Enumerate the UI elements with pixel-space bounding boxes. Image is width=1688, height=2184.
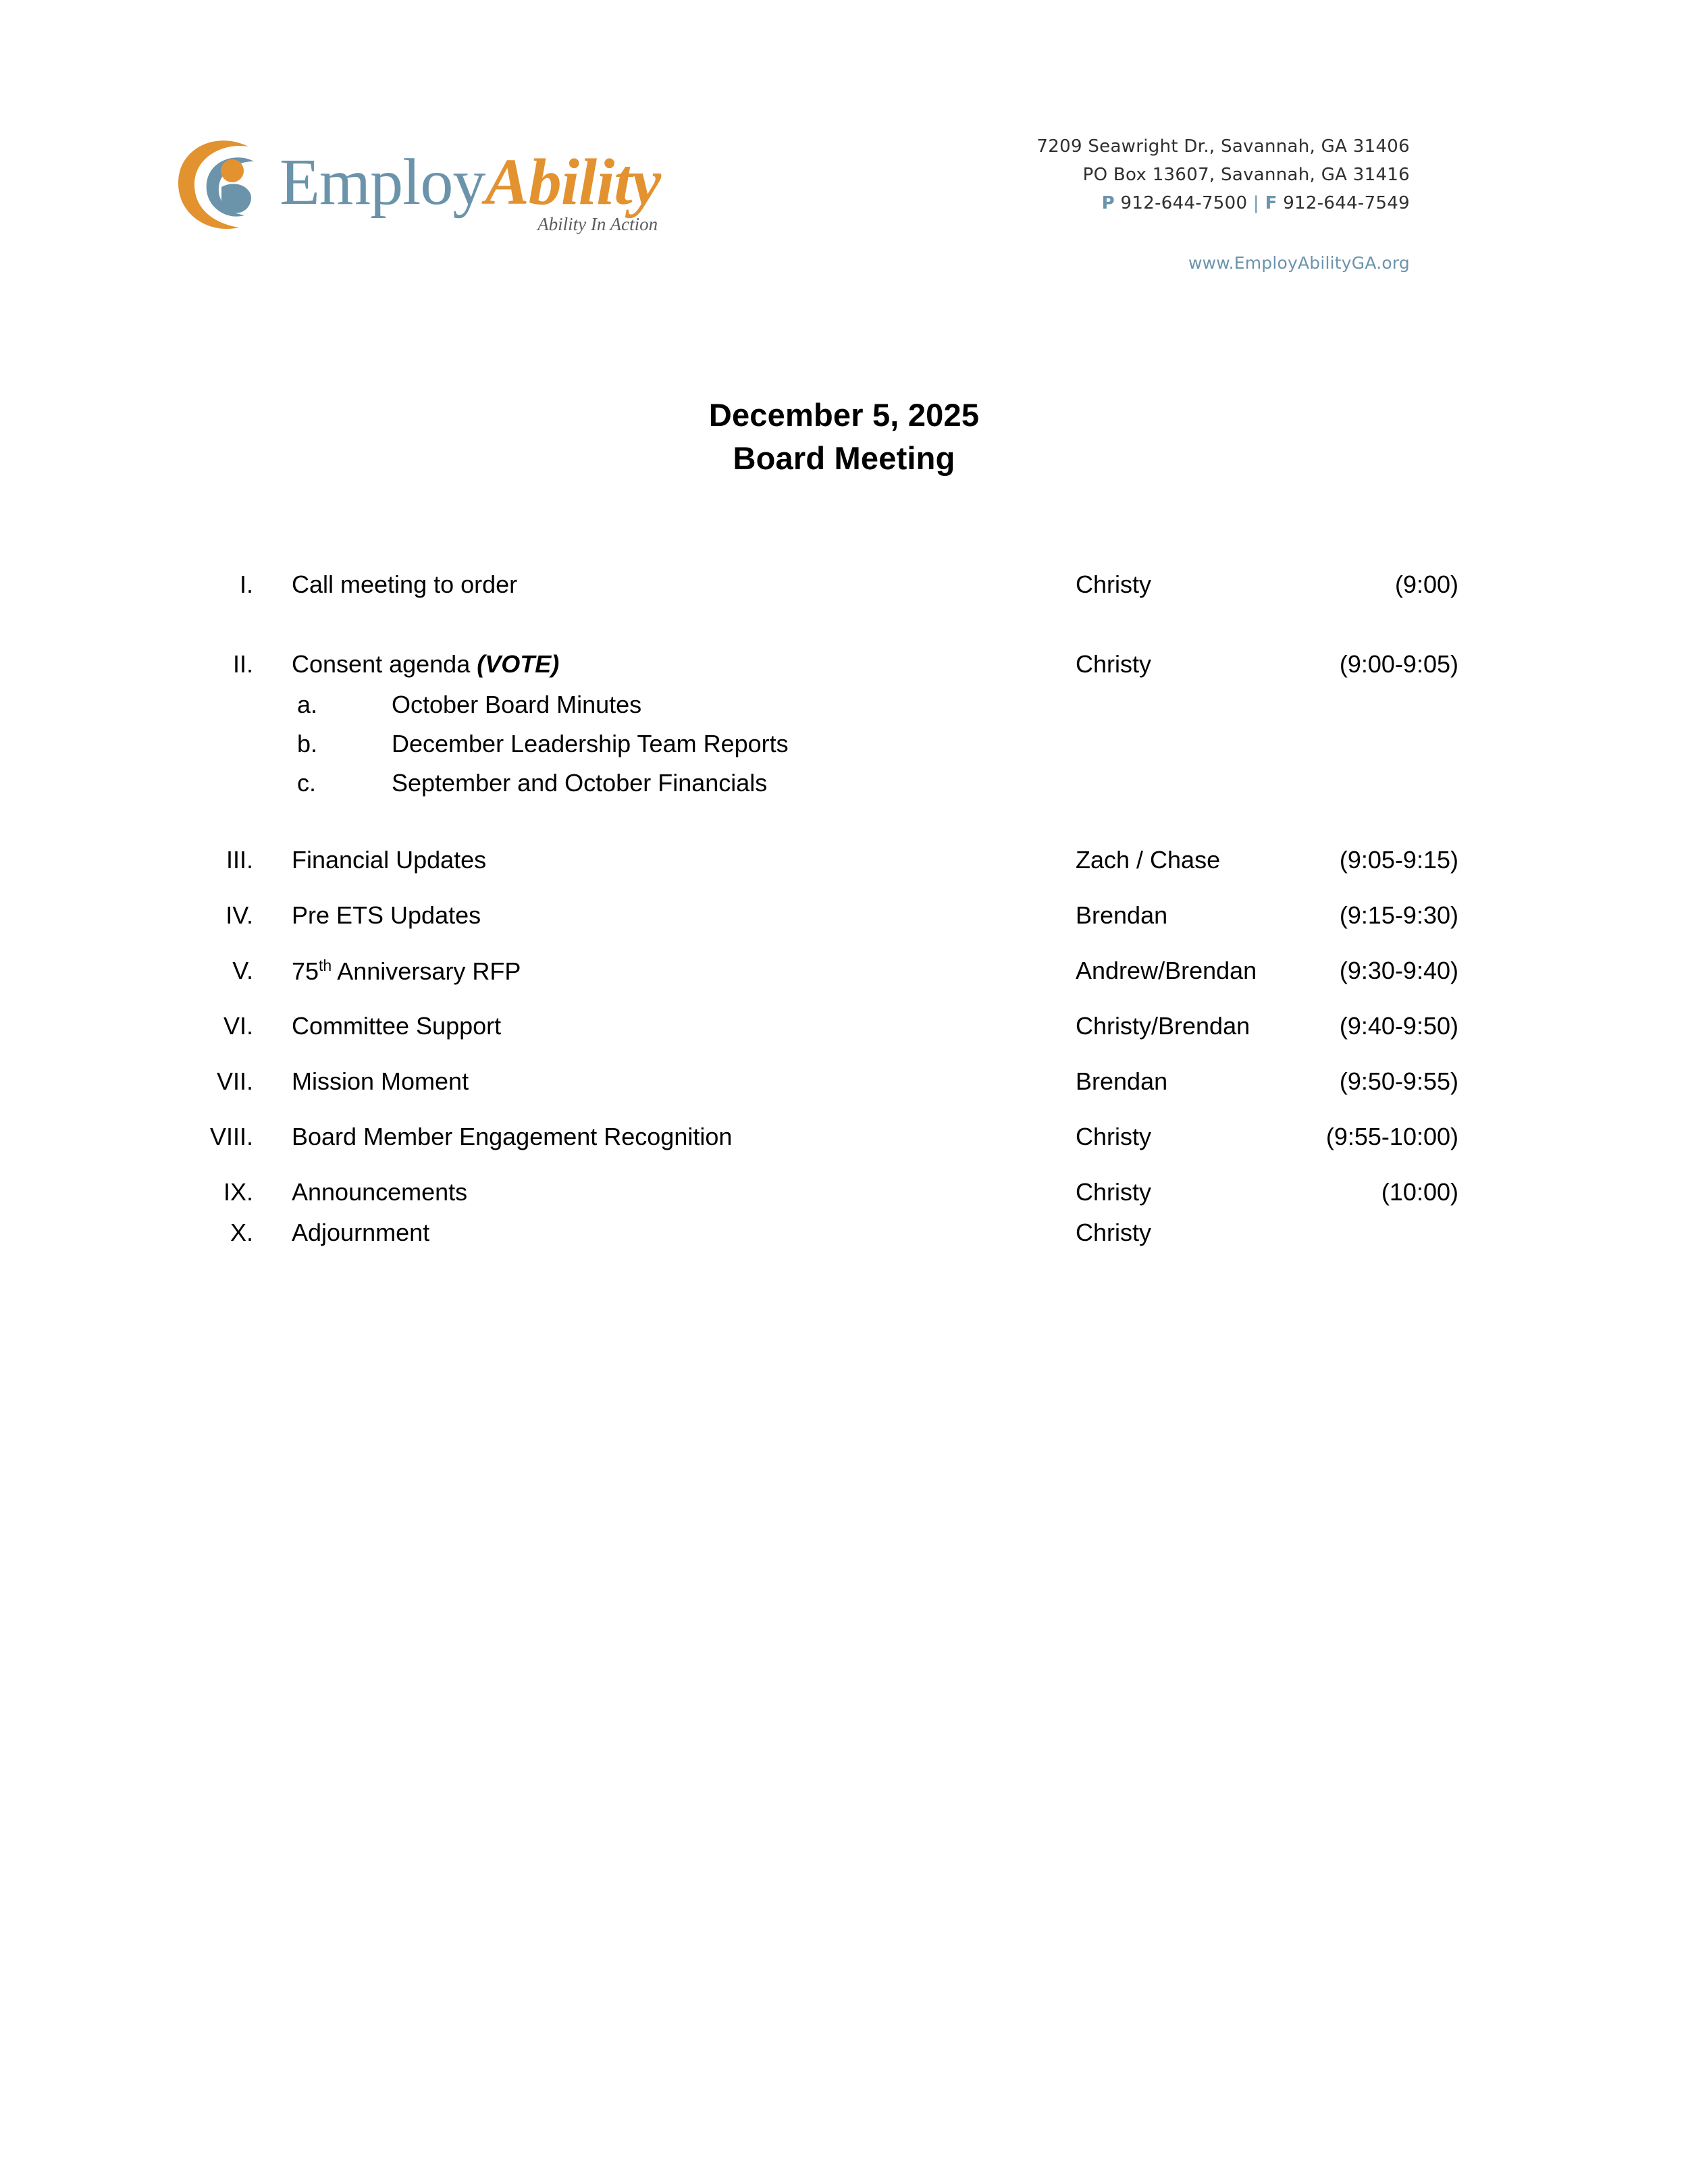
- agenda-item-text-rest: Anniversary RFP: [332, 957, 521, 985]
- agenda-item-label: Adjournment: [292, 1219, 430, 1246]
- agenda-item-number: II.: [232, 650, 253, 678]
- agenda-item-owner: Christy/Brendan: [1076, 1012, 1250, 1040]
- agenda-subitem: [0, 691, 1688, 730]
- agenda-item: [0, 1067, 1688, 1108]
- agenda-item-owner: Andrew/Brendan: [1076, 957, 1257, 984]
- agenda-item-number: I.: [239, 570, 253, 598]
- agenda-item-number: V.: [232, 957, 253, 984]
- logo-word-ability: Ability: [485, 146, 661, 219]
- agenda-subitem-letter: b.: [297, 730, 318, 757]
- agenda-item: [0, 1012, 1688, 1053]
- agenda-item-label: Board Member Engagement Recognition: [292, 1123, 733, 1150]
- agenda-subitem: [0, 769, 1688, 808]
- logo-word-employ: Employ: [280, 146, 485, 219]
- agenda-item-time: (9:50-9:55): [1339, 1067, 1458, 1095]
- agenda-item-time: (9:05-9:15): [1339, 846, 1458, 874]
- agenda-item-label: Committee Support: [292, 1012, 502, 1040]
- agenda-item-owner: Zach / Chase: [1076, 846, 1221, 874]
- spacer: [0, 611, 1688, 650]
- agenda-item-owner: Christy: [1076, 1123, 1152, 1150]
- fax-number: 912-644-7549: [1283, 193, 1410, 214]
- meeting-subject: Board Meeting: [733, 440, 955, 477]
- agenda-item-time: (9:00-9:05): [1339, 650, 1458, 678]
- agenda-item-number: VI.: [223, 1012, 253, 1040]
- agenda-subitem-letter: a.: [297, 691, 318, 718]
- phone-fax-line: [1036, 189, 1410, 217]
- agenda-item: [0, 1219, 1688, 1259]
- agenda-item-label: Announcements: [292, 1178, 468, 1206]
- agenda-item: [0, 901, 1688, 942]
- agenda-item-time: (9:15-9:30): [1339, 901, 1458, 929]
- logo-wordmark: [280, 146, 661, 234]
- agenda-item-number: X.: [230, 1219, 253, 1246]
- agenda-item-text: Consent agenda: [292, 650, 477, 678]
- logo-tagline: Ability In Action: [537, 214, 658, 234]
- page-title: [0, 394, 1688, 481]
- agenda-item-label: [292, 650, 559, 678]
- agenda-item: [0, 570, 1688, 611]
- agenda-item-time: (9:40-9:50): [1339, 1012, 1458, 1040]
- agenda-item: [0, 846, 1688, 886]
- agenda-item-number: IV.: [226, 901, 253, 929]
- agenda-item-owner: Christy: [1076, 1178, 1152, 1206]
- spacer: [0, 1053, 1688, 1067]
- logo-mark-icon: [174, 132, 275, 233]
- agenda-item-time: (9:00): [1394, 570, 1458, 598]
- letterhead: [0, 115, 1688, 338]
- agenda-item-ordinal-suffix: th: [319, 957, 332, 974]
- agenda-item-number: VIII.: [209, 1123, 253, 1150]
- agenda-item: [0, 1123, 1688, 1163]
- agenda-item-owner: Christy: [1076, 570, 1152, 598]
- agenda-subitem-label: September and October Financials: [392, 769, 768, 797]
- fax-label: F: [1265, 193, 1277, 214]
- agenda-subitem: [0, 730, 1688, 769]
- agenda-item-label: Call meeting to order: [292, 570, 518, 598]
- agenda-item-owner: Christy: [1076, 1219, 1152, 1246]
- agenda-item-label: Pre ETS Updates: [292, 901, 481, 929]
- agenda-subitem-label: October Board Minutes: [392, 691, 642, 718]
- agenda-item-vote-tag: (VOTE): [477, 650, 560, 678]
- agenda-item-label: Mission Moment: [292, 1067, 469, 1095]
- agenda-item-time: (10:00): [1381, 1178, 1458, 1206]
- agenda-subitem-letter: c.: [297, 769, 317, 797]
- phone-number: 912-644-7500: [1120, 193, 1248, 214]
- agenda-item-owner: Brendan: [1076, 901, 1168, 929]
- agenda-list: [0, 570, 1688, 1259]
- employability-logo: [174, 132, 660, 233]
- agenda-item-text: 75: [292, 957, 319, 985]
- spacer: [0, 808, 1688, 846]
- agenda-item-owner: Brendan: [1076, 1067, 1168, 1095]
- agenda-item-number: III.: [226, 846, 253, 874]
- agenda-item: [0, 650, 1688, 691]
- phone-fax-separator: |: [1252, 193, 1259, 214]
- agenda-item-label: [292, 957, 521, 986]
- meeting-date: December 5, 2025: [708, 397, 980, 433]
- street-address: 7209 Seawright Dr., Savannah, GA 31406: [1036, 136, 1410, 157]
- website-link[interactable]: www.EmployAbilityGA.org: [1188, 253, 1410, 273]
- agenda-item: [0, 957, 1688, 997]
- spacer: [0, 942, 1688, 957]
- contact-info: [1036, 132, 1410, 217]
- agenda-item-number: VII.: [216, 1067, 253, 1095]
- agenda-item-time: (9:30-9:40): [1339, 957, 1458, 984]
- agenda-item-time: (9:55-10:00): [1325, 1123, 1458, 1150]
- spacer: [0, 886, 1688, 901]
- agenda-item-number: IX.: [223, 1178, 253, 1206]
- agenda-item-owner: Christy: [1076, 650, 1152, 678]
- po-box-address: PO Box 13607, Savannah, GA 31416: [1082, 165, 1410, 186]
- spacer: [0, 1108, 1688, 1123]
- agenda-item-label: Financial Updates: [292, 846, 487, 874]
- agenda-item: [0, 1178, 1688, 1219]
- phone-label: P: [1101, 193, 1115, 214]
- spacer: [0, 1163, 1688, 1178]
- spacer: [0, 997, 1688, 1012]
- agenda-subitem-label: December Leadership Team Reports: [392, 730, 789, 757]
